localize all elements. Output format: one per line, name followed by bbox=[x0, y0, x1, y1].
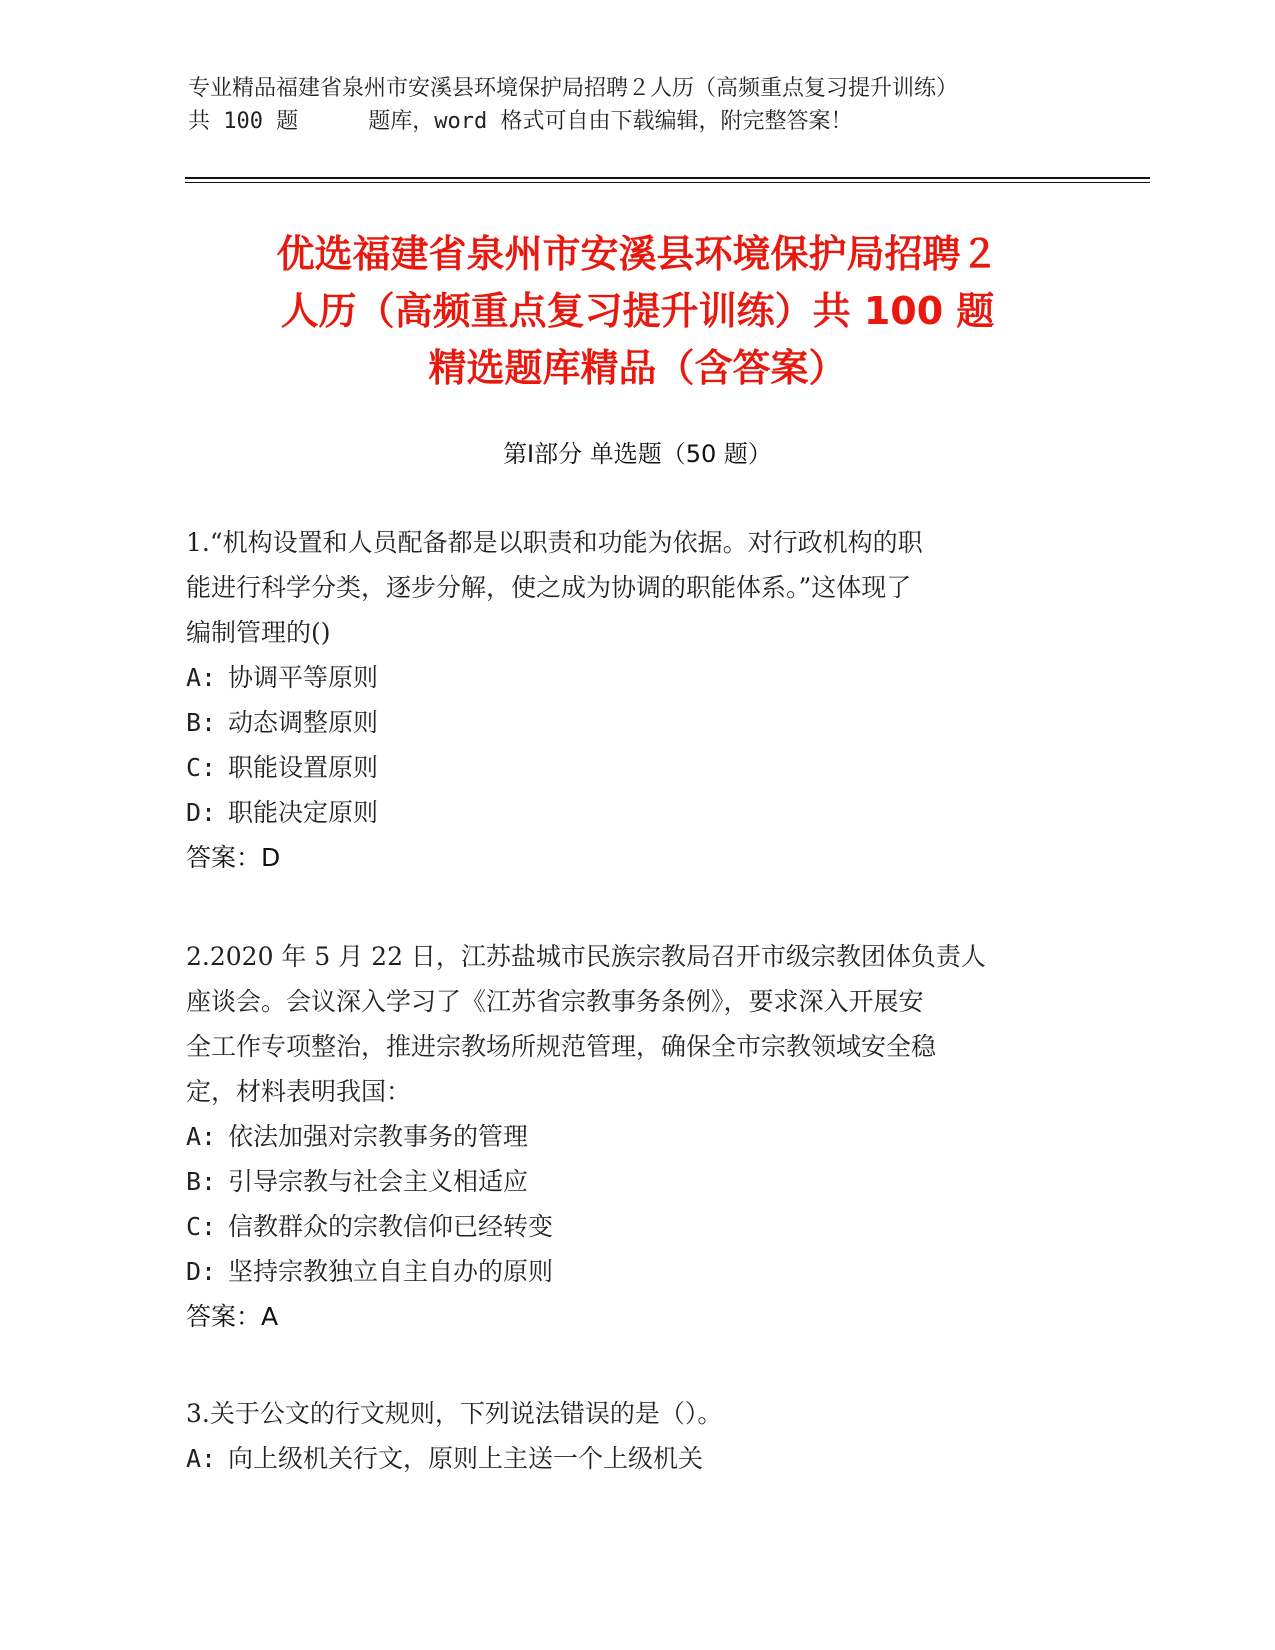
question-3 bbox=[186, 1391, 1086, 1481]
option-a bbox=[186, 655, 1086, 700]
page-header bbox=[188, 72, 1088, 138]
stem-line: 能进行科学分类，逐步分解，使之成为协调的职能体系。”这体现了 bbox=[186, 573, 912, 602]
section-heading: 第Ⅰ部分 单选题（50 题） bbox=[503, 440, 772, 468]
stem-line: 编制管理的() bbox=[186, 618, 331, 647]
title-line-2: 人历（高频重点复习提升训练）共 100 题 bbox=[280, 289, 995, 333]
option-text: 向上级机关行文，原则上主送一个上级机关 bbox=[228, 1444, 704, 1473]
option-key: B: bbox=[186, 708, 217, 737]
answer-line: 答案：D bbox=[186, 843, 281, 872]
header-line-1: 专业精品福建省泉州市安溪县环境保护局招聘２人历（高频重点复习提升训练） bbox=[188, 76, 959, 101]
option-text: 信教群众的宗教信仰已经转变 bbox=[228, 1212, 554, 1241]
option-key: C: bbox=[186, 753, 217, 782]
question-stem bbox=[186, 934, 1086, 1114]
option-text: 职能决定原则 bbox=[228, 798, 379, 827]
stem-line: 座谈会。会议深入学习了《江苏省宗教事务条例》，要求深入开展安 bbox=[186, 987, 924, 1016]
option-c bbox=[186, 745, 1086, 790]
option-b bbox=[186, 1159, 1086, 1204]
title-line-3: 精选题库精品（含答案） bbox=[428, 346, 847, 390]
option-text: 协调平等原则 bbox=[228, 663, 379, 692]
header-divider-thick bbox=[185, 177, 1150, 179]
stem-line: 3.关于公文的行文规则，下列说法错误的是（）。 bbox=[186, 1399, 723, 1428]
answer-line: 答案：A bbox=[186, 1302, 279, 1331]
option-text: 引导宗教与社会主义相适应 bbox=[228, 1167, 529, 1196]
stem-line: 定，材料表明我国： bbox=[186, 1077, 412, 1106]
question-1 bbox=[186, 520, 1086, 880]
option-d bbox=[186, 790, 1086, 835]
question-stem bbox=[186, 520, 1086, 655]
option-text: 坚持宗教独立自主自办的原则 bbox=[228, 1257, 554, 1286]
document-title bbox=[185, 226, 1090, 397]
option-text: 动态调整原则 bbox=[228, 708, 379, 737]
stem-line: 2.2020 年 5 月 22 日，江苏盐城市民族宗教局召开市级宗教团体负责人 bbox=[186, 942, 986, 971]
header-question-count: 共 100 题 bbox=[188, 109, 299, 134]
question-stem bbox=[186, 1391, 1086, 1436]
option-a bbox=[186, 1436, 1086, 1481]
option-key: B: bbox=[186, 1167, 217, 1196]
option-key: A: bbox=[186, 663, 217, 692]
header-description: 题库，word 格式可自由下载编辑，附完整答案！ bbox=[368, 109, 853, 134]
stem-line: 全工作专项整治，推进宗教场所规范管理，确保全市宗教领域安全稳 bbox=[186, 1032, 937, 1061]
option-b bbox=[186, 700, 1086, 745]
option-key: D: bbox=[186, 798, 217, 827]
header-divider-thin bbox=[185, 182, 1150, 183]
header-line-2 bbox=[188, 105, 1088, 138]
stem-line: 1.“机构设置和人员配备都是以职责和功能为依据。对行政机构的职 bbox=[186, 528, 923, 557]
option-text: 依法加强对宗教事务的管理 bbox=[228, 1122, 529, 1151]
option-key: A: bbox=[186, 1444, 217, 1473]
option-key: A: bbox=[186, 1122, 217, 1151]
option-a bbox=[186, 1114, 1086, 1159]
option-c bbox=[186, 1204, 1086, 1249]
option-key: C: bbox=[186, 1212, 217, 1241]
option-key: D: bbox=[186, 1257, 217, 1286]
title-line-1: 优选福建省泉州市安溪县环境保护局招聘２ bbox=[276, 232, 999, 276]
question-2 bbox=[186, 934, 1086, 1339]
option-text: 职能设置原则 bbox=[228, 753, 379, 782]
option-d bbox=[186, 1249, 1086, 1294]
